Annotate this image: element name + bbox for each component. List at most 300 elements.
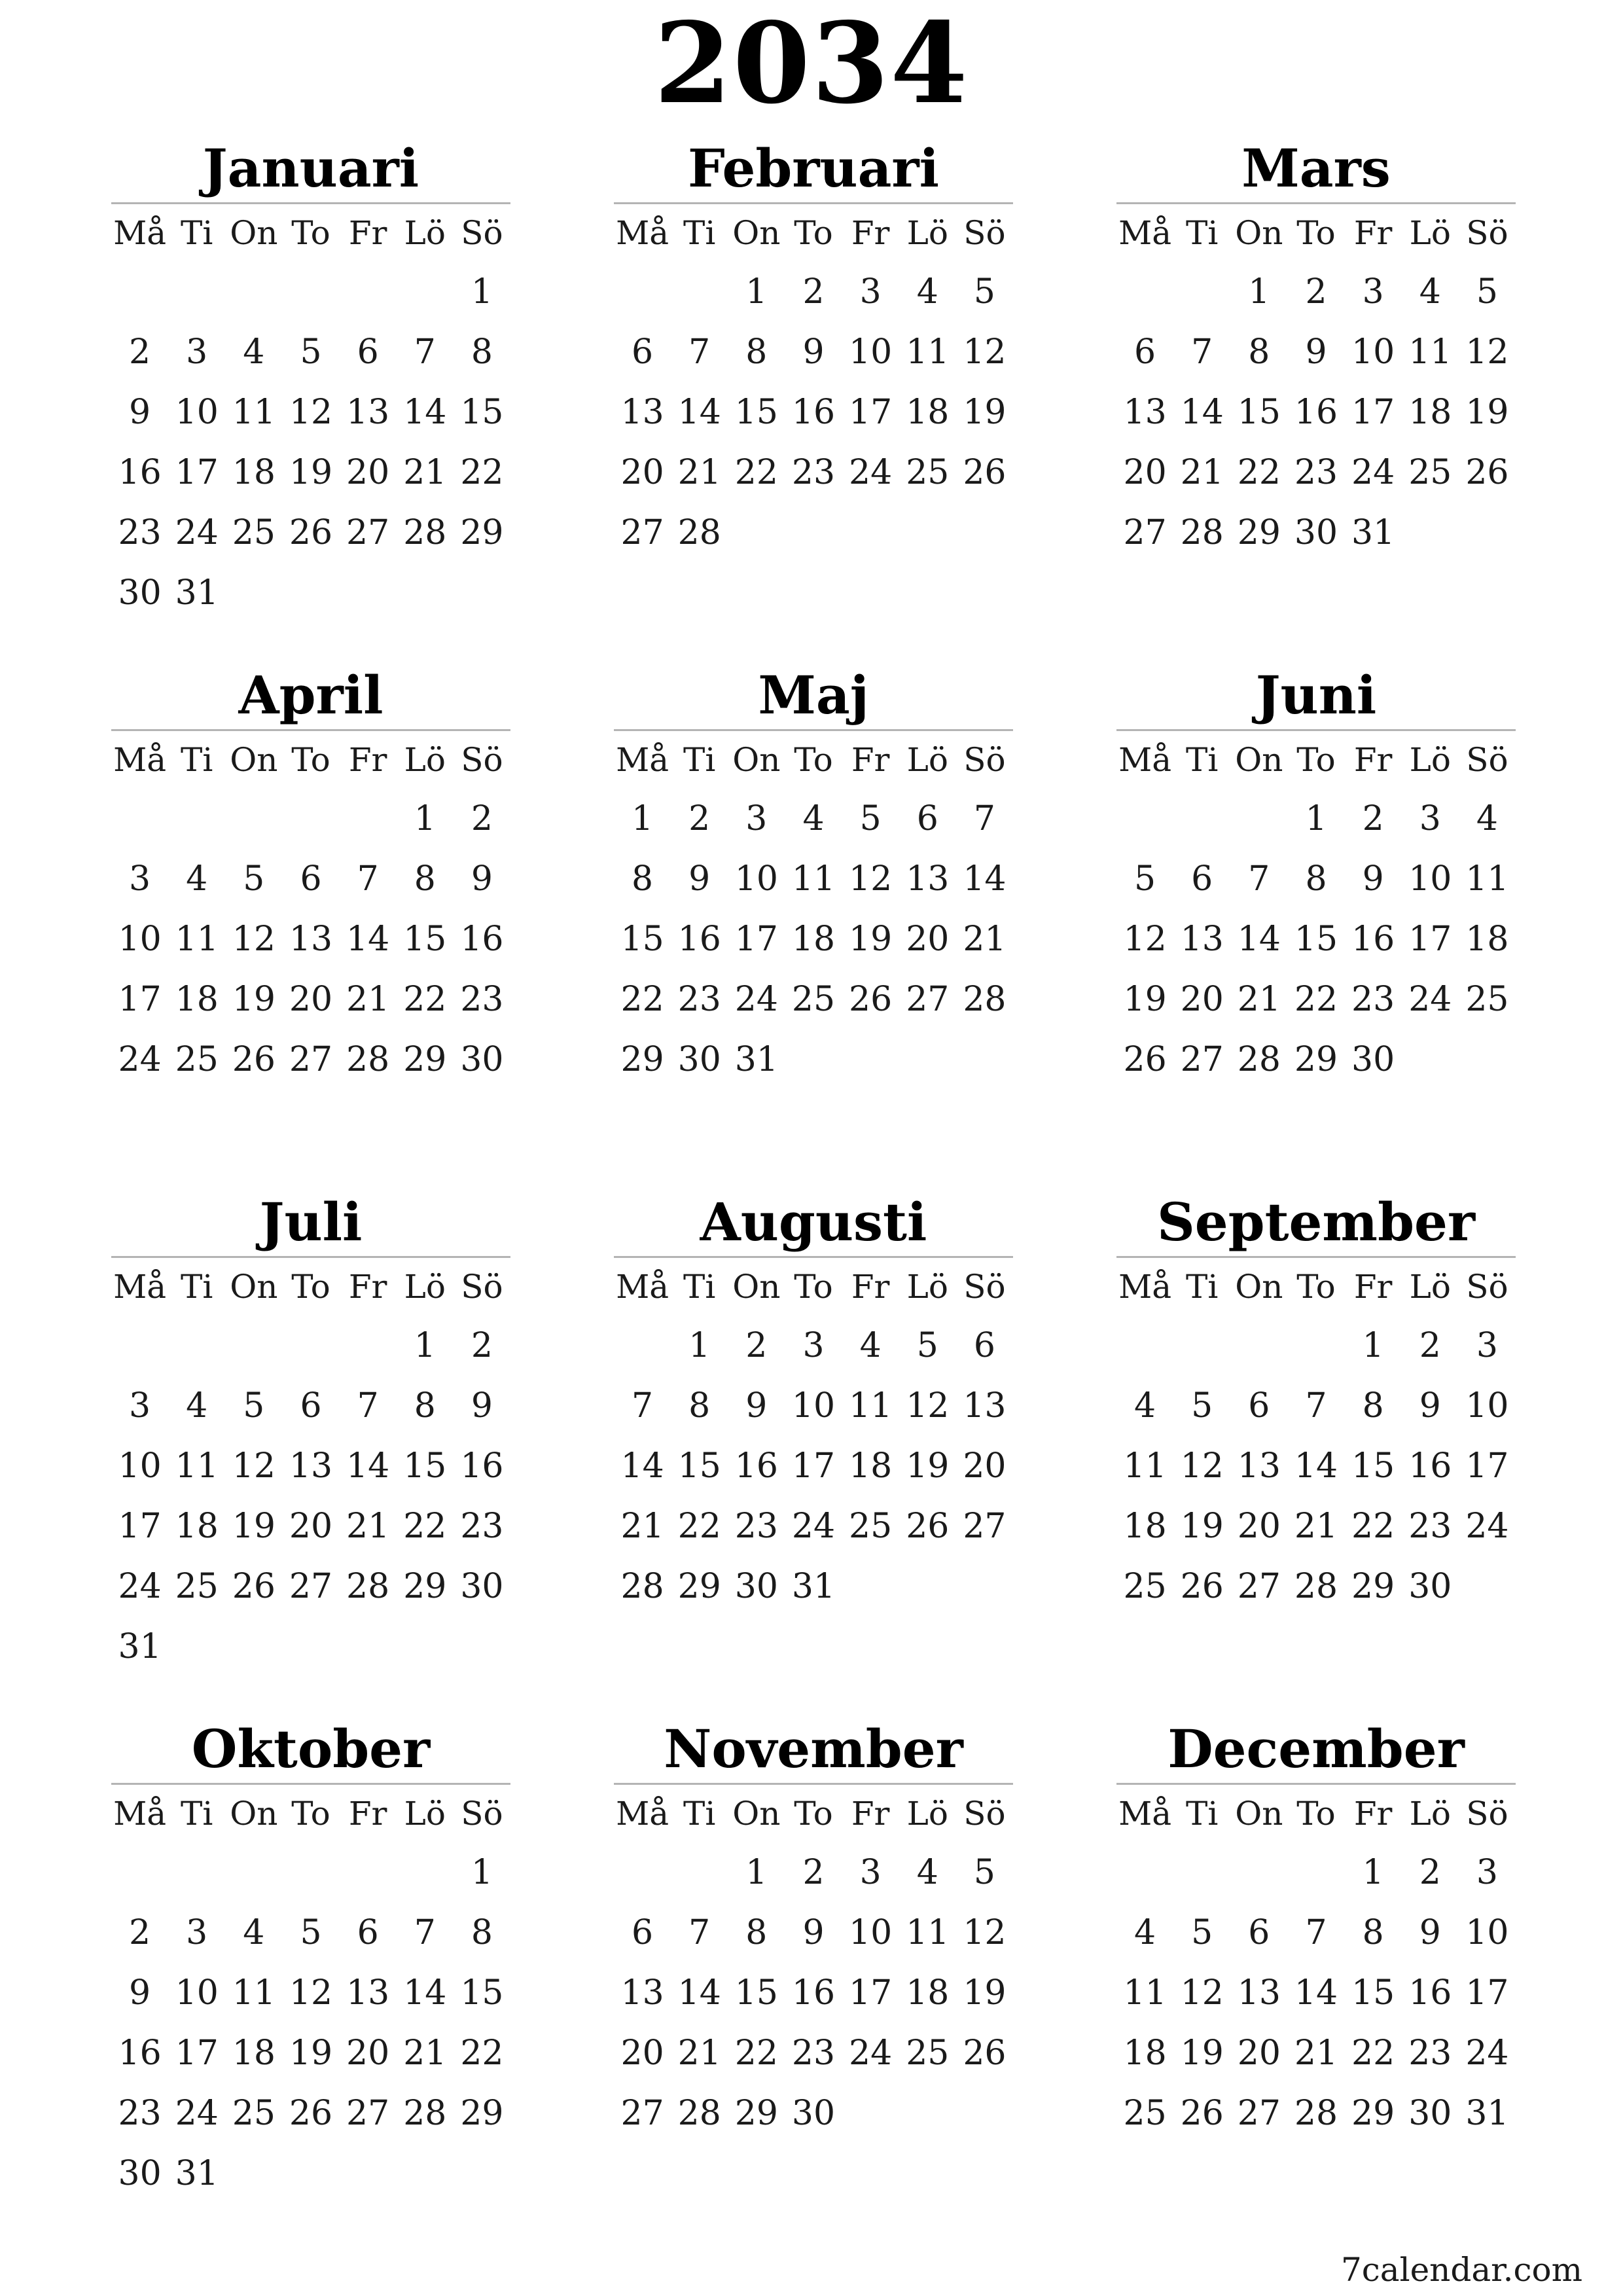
day-cell: 11	[232, 393, 276, 432]
day-cell: 5	[1134, 859, 1156, 899]
day-cell: 14	[677, 1973, 721, 2013]
week-row	[111, 1030, 510, 1090]
day-cell: 7	[1191, 332, 1213, 372]
week-row	[614, 442, 1013, 503]
weekday-label: On	[732, 1795, 781, 1833]
weekday-label: Fr	[851, 214, 890, 252]
week-row	[1116, 1556, 1516, 1617]
day-cell: 17	[175, 2034, 219, 2073]
day-cell: 25	[1123, 1567, 1167, 1606]
day-cell: 8	[1305, 859, 1327, 899]
day-cell: 22	[1351, 2034, 1395, 2073]
weekday-label: Fr	[1353, 741, 1393, 779]
weekday-label: Sö	[461, 741, 503, 779]
weekday-label: Sö	[1466, 741, 1508, 779]
day-cell: 8	[414, 859, 436, 899]
site-credit: 7calendar.com	[1340, 2251, 1582, 2289]
week-row	[614, 262, 1013, 322]
day-cell: 18	[175, 980, 219, 1019]
month-name: Juli	[259, 1191, 363, 1253]
weekday-label: Fr	[851, 1268, 890, 1306]
day-cell: 25	[232, 513, 276, 552]
month-name: Maj	[758, 664, 869, 726]
month-name: Januari	[202, 137, 419, 199]
week-row	[614, 503, 1013, 563]
week-row	[1116, 2023, 1516, 2083]
week-row	[614, 322, 1013, 382]
weekday-label: Ti	[1186, 741, 1219, 779]
weekday-label: To	[291, 1795, 330, 1833]
day-cell: 31	[175, 2154, 219, 2193]
day-cell: 23	[791, 453, 836, 492]
day-cell: 3	[186, 1913, 208, 1952]
day-cell: 11	[1408, 332, 1452, 372]
day-cell: 4	[1134, 1913, 1156, 1952]
day-cell: 2	[129, 332, 151, 372]
weekday-header-row	[111, 1258, 510, 1316]
month-name: November	[664, 1718, 963, 1780]
day-cell: 21	[677, 2034, 721, 2073]
week-row	[614, 1903, 1013, 1963]
day-cell: 3	[186, 332, 208, 372]
day-cell: 21	[1294, 2034, 1338, 2073]
day-cell: 19	[232, 1507, 276, 1546]
weekday-label: Lö	[1409, 741, 1451, 779]
day-cell: 10	[791, 1386, 836, 1426]
day-cell: 18	[232, 2034, 276, 2073]
day-cell: 11	[1123, 1446, 1167, 1486]
day-cell: 12	[289, 1973, 333, 2013]
day-cell: 18	[791, 920, 836, 959]
day-cell: 18	[1465, 920, 1509, 959]
weekday-label: Lö	[906, 214, 948, 252]
weekday-label: Sö	[461, 1795, 503, 1833]
day-cell: 7	[973, 799, 995, 838]
weekday-label: Fr	[348, 1268, 387, 1306]
weekday-label: To	[794, 741, 833, 779]
day-cell: 29	[403, 1040, 447, 1079]
weekday-header-row	[614, 204, 1013, 262]
day-cell: 22	[460, 2034, 504, 2073]
day-cell: 22	[677, 1507, 721, 1546]
day-cell: 9	[1419, 1913, 1441, 1952]
day-cell: 16	[1351, 920, 1395, 959]
day-cell: 7	[688, 1913, 711, 1952]
day-cell: 20	[1237, 2034, 1281, 2073]
day-cell: 31	[118, 1627, 162, 1666]
day-cell: 23	[460, 1507, 504, 1546]
day-cell: 1	[632, 799, 654, 838]
day-cell: 19	[1123, 980, 1167, 1019]
day-cell: 11	[175, 1446, 219, 1486]
day-cell: 6	[357, 1913, 379, 1952]
day-cell: 9	[802, 332, 825, 372]
day-cell: 6	[300, 1386, 322, 1426]
weekday-header-row	[1116, 204, 1516, 262]
day-cell: 12	[232, 1446, 276, 1486]
day-cell: 22	[460, 453, 504, 492]
weekday-label: Må	[113, 1268, 167, 1306]
day-cell: 13	[620, 393, 664, 432]
week-row	[1116, 909, 1516, 969]
day-cell: 5	[916, 1326, 938, 1365]
day-cell: 2	[802, 272, 825, 312]
day-cell: 24	[1351, 453, 1395, 492]
day-cell: 26	[232, 1567, 276, 1606]
day-cell: 7	[414, 332, 436, 372]
day-cell: 27	[963, 1507, 1007, 1546]
day-cell: 25	[1123, 2094, 1167, 2133]
weekday-label: On	[230, 214, 278, 252]
day-cell: 27	[1180, 1040, 1224, 1079]
weekday-label: Sö	[963, 1795, 1006, 1833]
day-cell: 13	[1180, 920, 1224, 959]
day-cell: 13	[1123, 393, 1167, 432]
week-row	[614, 2083, 1013, 2144]
day-cell: 18	[232, 453, 276, 492]
day-cell: 9	[471, 859, 493, 899]
day-cell: 4	[1134, 1386, 1156, 1426]
month-name: April	[238, 664, 383, 726]
weekday-label: Må	[616, 741, 669, 779]
week-row	[111, 909, 510, 969]
week-row	[111, 563, 510, 623]
weekday-label: Lö	[404, 1268, 446, 1306]
day-cell: 25	[175, 1567, 219, 1606]
day-cell: 21	[1180, 453, 1224, 492]
day-cell: 6	[632, 332, 654, 372]
day-cell: 1	[745, 1853, 768, 1892]
day-cell: 23	[791, 2034, 836, 2073]
week-row	[1116, 969, 1516, 1030]
weekday-label: To	[1296, 1268, 1336, 1306]
day-cell: 27	[1237, 2094, 1281, 2133]
day-cell: 20	[620, 2034, 664, 2073]
week-row	[1116, 1496, 1516, 1556]
week-row	[1116, 1963, 1516, 2023]
page-title: 2034	[654, 0, 969, 129]
day-cell: 6	[973, 1326, 995, 1365]
day-cell: 9	[129, 1973, 151, 2013]
day-cell: 21	[1237, 980, 1281, 1019]
week-row	[111, 503, 510, 563]
day-cell: 17	[1408, 920, 1452, 959]
day-cell: 20	[289, 1507, 333, 1546]
day-cell: 10	[175, 393, 219, 432]
day-cell: 26	[906, 1507, 950, 1546]
day-cell: 25	[1408, 453, 1452, 492]
weekday-label: Ti	[1186, 1268, 1219, 1306]
day-cell: 22	[1294, 980, 1338, 1019]
day-cell: 10	[849, 1913, 893, 1952]
day-cell: 13	[963, 1386, 1007, 1426]
day-cell: 22	[1351, 1507, 1395, 1546]
day-cell: 17	[1465, 1446, 1509, 1486]
week-row	[614, 1316, 1013, 1376]
day-cell: 15	[403, 1446, 447, 1486]
month-block	[111, 1188, 510, 1677]
day-cell: 17	[734, 920, 778, 959]
day-cell: 3	[745, 799, 768, 838]
day-cell: 20	[620, 453, 664, 492]
day-cell: 29	[460, 2094, 504, 2133]
day-cell: 18	[906, 393, 950, 432]
day-cell: 13	[289, 920, 333, 959]
day-cell: 26	[1465, 453, 1509, 492]
day-cell: 31	[734, 1040, 778, 1079]
day-cell: 13	[1237, 1973, 1281, 2013]
week-row	[1116, 1842, 1516, 1903]
weekday-label: Sö	[461, 214, 503, 252]
day-cell: 4	[916, 272, 938, 312]
day-cell: 9	[745, 1386, 768, 1426]
day-cell: 20	[906, 920, 950, 959]
week-row	[111, 442, 510, 503]
day-cell: 19	[963, 1973, 1007, 2013]
weekday-header-row	[614, 1258, 1013, 1316]
day-cell: 20	[346, 453, 390, 492]
day-cell: 15	[1351, 1973, 1395, 2013]
day-cell: 22	[620, 980, 664, 1019]
day-cell: 14	[1294, 1973, 1338, 2013]
weekday-label: On	[1235, 1795, 1283, 1833]
day-cell: 23	[1408, 1507, 1452, 1546]
week-row	[1116, 382, 1516, 442]
day-cell: 14	[346, 1446, 390, 1486]
week-row	[1116, 322, 1516, 382]
week-row	[111, 1842, 510, 1903]
day-cell: 27	[1237, 1567, 1281, 1606]
week-row	[614, 2023, 1013, 2083]
day-cell: 28	[1294, 1567, 1338, 1606]
week-row	[111, 1496, 510, 1556]
day-cell: 29	[460, 513, 504, 552]
day-cell: 14	[1237, 920, 1281, 959]
month-block	[1116, 661, 1516, 1090]
day-cell: 26	[289, 2094, 333, 2133]
day-cell: 9	[129, 393, 151, 432]
week-row	[1116, 1316, 1516, 1376]
day-cell: 28	[346, 1567, 390, 1606]
day-cell: 23	[460, 980, 504, 1019]
month-name: Juni	[1255, 664, 1377, 726]
day-cell: 10	[849, 332, 893, 372]
day-cell: 6	[632, 1913, 654, 1952]
weekday-label: Må	[113, 1795, 167, 1833]
day-cell: 22	[403, 1507, 447, 1546]
day-cell: 16	[1408, 1446, 1452, 1486]
week-row	[614, 909, 1013, 969]
month-block	[614, 1715, 1013, 2144]
week-row	[111, 1316, 510, 1376]
day-cell: 2	[688, 799, 711, 838]
weekday-label: Sö	[1466, 1795, 1508, 1833]
day-cell: 16	[791, 393, 836, 432]
day-cell: 15	[734, 393, 778, 432]
weekday-label: Sö	[963, 214, 1006, 252]
day-cell: 1	[414, 799, 436, 838]
day-cell: 17	[118, 1507, 162, 1546]
day-cell: 28	[1237, 1040, 1281, 1079]
day-cell: 24	[118, 1040, 162, 1079]
week-row	[111, 789, 510, 849]
weekday-label: To	[794, 214, 833, 252]
day-cell: 3	[129, 859, 151, 899]
weekday-label: Ti	[1186, 1795, 1219, 1833]
day-cell: 26	[232, 1040, 276, 1079]
day-cell: 8	[471, 332, 493, 372]
weekday-label: Må	[1118, 1795, 1172, 1833]
day-cell: 5	[973, 272, 995, 312]
day-cell: 8	[632, 859, 654, 899]
day-cell: 3	[1476, 1326, 1498, 1365]
day-cell: 1	[471, 272, 493, 312]
week-row	[614, 1030, 1013, 1090]
weekday-label: Fr	[1353, 1795, 1393, 1833]
weekday-label: To	[794, 1795, 833, 1833]
weekday-header-row	[111, 1785, 510, 1842]
day-cell: 24	[849, 453, 893, 492]
day-cell: 18	[849, 1446, 893, 1486]
day-cell: 19	[849, 920, 893, 959]
day-cell: 22	[734, 2034, 778, 2073]
month-block	[614, 134, 1013, 563]
month-name: Augusti	[700, 1191, 927, 1253]
day-cell: 5	[1476, 272, 1498, 312]
week-row	[111, 1436, 510, 1496]
day-cell: 17	[849, 393, 893, 432]
day-cell: 11	[175, 920, 219, 959]
weekday-label: To	[291, 214, 330, 252]
day-cell: 15	[677, 1446, 721, 1486]
week-row	[614, 849, 1013, 909]
weekday-label: On	[732, 1268, 781, 1306]
week-row	[111, 1903, 510, 1963]
day-cell: 26	[1180, 1567, 1224, 1606]
day-cell: 28	[620, 1567, 664, 1606]
day-cell: 1	[471, 1853, 493, 1892]
weekday-label: Ti	[1186, 214, 1219, 252]
day-cell: 11	[849, 1386, 893, 1426]
day-cell: 14	[403, 393, 447, 432]
day-cell: 4	[186, 859, 208, 899]
day-cell: 11	[906, 1913, 950, 1952]
week-row	[614, 1556, 1013, 1617]
day-cell: 16	[677, 920, 721, 959]
day-cell: 2	[745, 1326, 768, 1365]
weekday-label: Sö	[461, 1268, 503, 1306]
day-cell: 7	[414, 1913, 436, 1952]
day-cell: 9	[688, 859, 711, 899]
day-cell: 28	[403, 2094, 447, 2133]
day-cell: 15	[1351, 1446, 1395, 1486]
day-cell: 26	[1180, 2094, 1224, 2133]
day-cell: 25	[906, 453, 950, 492]
day-cell: 4	[243, 332, 265, 372]
day-cell: 12	[232, 920, 276, 959]
day-cell: 16	[734, 1446, 778, 1486]
weekday-label: To	[291, 1268, 330, 1306]
day-cell: 12	[1465, 332, 1509, 372]
day-cell: 20	[289, 980, 333, 1019]
weekday-label: On	[1235, 214, 1283, 252]
day-cell: 27	[346, 513, 390, 552]
day-cell: 12	[849, 859, 893, 899]
day-cell: 26	[963, 2034, 1007, 2073]
day-cell: 14	[1180, 393, 1224, 432]
day-cell: 9	[1362, 859, 1384, 899]
weekday-label: Sö	[1466, 1268, 1508, 1306]
day-cell: 17	[791, 1446, 836, 1486]
day-cell: 22	[1237, 453, 1281, 492]
weekday-label: On	[732, 214, 781, 252]
week-row	[111, 262, 510, 322]
day-cell: 28	[346, 1040, 390, 1079]
day-cell: 15	[1237, 393, 1281, 432]
day-cell: 26	[963, 453, 1007, 492]
weekday-label: On	[1235, 1268, 1283, 1306]
month-block	[614, 1188, 1013, 1617]
day-cell: 19	[1465, 393, 1509, 432]
day-cell: 15	[734, 1973, 778, 2013]
day-cell: 4	[186, 1386, 208, 1426]
day-cell: 15	[620, 920, 664, 959]
weekday-label: Sö	[1466, 214, 1508, 252]
day-cell: 27	[1123, 513, 1167, 552]
day-cell: 30	[1408, 1567, 1452, 1606]
day-cell: 24	[175, 513, 219, 552]
weekday-label: On	[230, 1795, 278, 1833]
day-cell: 19	[906, 1446, 950, 1486]
day-cell: 8	[1248, 332, 1270, 372]
day-cell: 18	[1123, 1507, 1167, 1546]
week-row	[614, 789, 1013, 849]
weekday-header-row	[614, 731, 1013, 789]
day-cell: 16	[460, 1446, 504, 1486]
week-row	[1116, 1436, 1516, 1496]
day-cell: 11	[232, 1973, 276, 2013]
day-cell: 15	[403, 920, 447, 959]
day-cell: 10	[1465, 1386, 1509, 1426]
weekday-header-row	[1116, 1785, 1516, 1842]
day-cell: 4	[916, 1853, 938, 1892]
day-cell: 15	[460, 393, 504, 432]
day-cell: 16	[118, 453, 162, 492]
day-cell: 3	[802, 1326, 825, 1365]
day-cell: 1	[688, 1326, 711, 1365]
month-name: Mars	[1241, 137, 1391, 199]
week-row	[614, 382, 1013, 442]
day-cell: 31	[791, 1567, 836, 1606]
day-cell: 5	[243, 1386, 265, 1426]
day-cell: 27	[906, 980, 950, 1019]
day-cell: 1	[1305, 799, 1327, 838]
day-cell: 30	[1294, 513, 1338, 552]
day-cell: 29	[403, 1567, 447, 1606]
day-cell: 20	[963, 1446, 1007, 1486]
week-row	[111, 1376, 510, 1436]
day-cell: 14	[403, 1973, 447, 2013]
day-cell: 25	[906, 2034, 950, 2073]
day-cell: 17	[1465, 1973, 1509, 2013]
week-row	[111, 322, 510, 382]
day-cell: 12	[963, 1913, 1007, 1952]
week-row	[1116, 2083, 1516, 2144]
week-row	[614, 1436, 1013, 1496]
day-cell: 7	[357, 1386, 379, 1426]
day-cell: 31	[1465, 2094, 1509, 2133]
day-cell: 29	[1237, 513, 1281, 552]
